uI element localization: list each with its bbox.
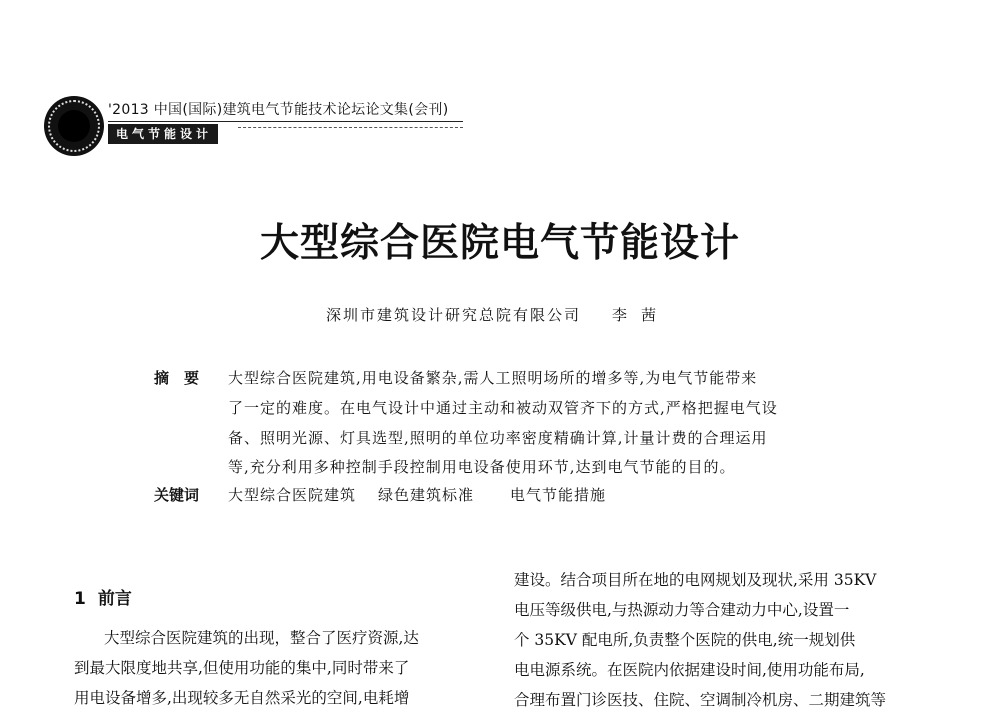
body-line-right: 电电源系统。在医院内依据建设时间,使用功能布局, [514, 661, 865, 679]
proceedings-title: '2013 中国(国际)建筑电气节能技术论坛论文集(会刊) [108, 102, 449, 118]
keyword-item: 绿色建筑标准 [378, 486, 475, 504]
paper-title: 大型综合医院电气节能设计 [259, 221, 740, 266]
body-line-right: 建设。结合项目所在地的电网规划及现状,采用 35KV [514, 571, 877, 589]
abstract-line: 备、照明光源、灯具选型,照明的单位功率密度精确计算,计量计费的合理运用 [228, 429, 768, 447]
header-dashed-rule [238, 127, 463, 128]
body-line-left: 大型综合医院建筑的出现，整合了医疗资源,达 [104, 629, 419, 647]
body-line-right: 电压等级供电,与热源动力等合建动力中心,设置一 [514, 601, 850, 619]
abstract-line: 大型综合医院建筑,用电设备繁杂,需人工照明场所的增多等,为电气节能带来 [228, 369, 758, 387]
section-title: 前言 [97, 589, 132, 609]
body-line-right: 个 35KV 配电所,负责整个医院的供电,统一规划供 [514, 631, 856, 649]
keywords-label: 关键词 [154, 486, 200, 504]
body-line-left: 用电设备增多,出现较多无自然采光的空间,电耗增 [74, 689, 410, 707]
author-affiliation: 深圳市建筑设计研究总院有限公司 [326, 306, 582, 324]
header-rule [108, 121, 463, 122]
keyword-item: 大型综合医院建筑 [228, 486, 357, 504]
conference-seal-icon [44, 96, 104, 156]
keyword-item: 电气节能措施 [510, 486, 607, 504]
section-heading [74, 584, 132, 609]
section-number: 1 [74, 589, 86, 609]
body-line-right: 合理布置门诊医技、住院、空调制冷机房、二期建筑等 [514, 691, 887, 709]
body-line-left: 到最大限度地共享,但使用功能的集中,同时带来了 [74, 659, 410, 677]
seal-core [58, 110, 90, 142]
abstract-label: 摘要 [154, 369, 215, 387]
section-tag: 电气节能设计 [108, 124, 218, 144]
author-name: 李茜 [612, 306, 671, 324]
abstract-line: 等,充分利用多种控制手段控制用电设备使用环节,达到电气节能的目的。 [228, 458, 736, 476]
abstract-line: 了一定的难度。在电气设计中通过主动和被动双管齐下的方式,严格把握电气设 [228, 399, 778, 417]
